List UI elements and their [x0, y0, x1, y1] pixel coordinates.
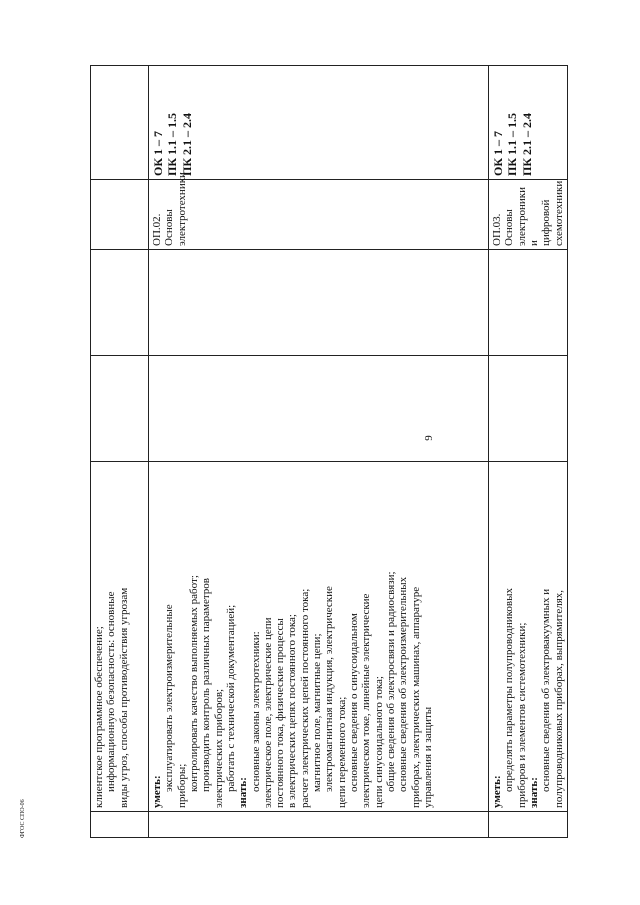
text-line: определять параметры полупроводниковых	[503, 588, 516, 792]
text-line: эксплуатировать электроизмерительные	[163, 604, 176, 792]
text-line: управления и защиты	[421, 706, 434, 808]
competency-code: ОК 1 – 7	[491, 130, 505, 176]
requirements-cell	[91, 462, 149, 812]
discipline-name: электротехники	[175, 172, 188, 246]
discipline-cell	[489, 180, 568, 250]
discipline-name: электроники и	[515, 186, 540, 246]
row-index-cell	[91, 812, 149, 838]
discipline-cell	[149, 172, 489, 250]
text-line: контролировать качество выполняемых работ;	[187, 575, 200, 792]
competency-code: ПК 2.1 – 2.4	[179, 112, 194, 176]
competency-code: ПК 1.1 – 1.5	[165, 112, 180, 176]
umet-label: уметь:	[151, 775, 163, 808]
competency-cell	[91, 66, 149, 180]
discipline-name: ОП.02. Основы	[151, 209, 176, 246]
text-line: электрических приборов;	[212, 688, 225, 808]
text-line: основные законы электротехники:	[249, 631, 262, 792]
text-line: клиентское программное обеспечение;	[93, 626, 105, 808]
hours-cell	[489, 356, 568, 462]
competency-code: ПК 1.1 – 1.5	[505, 112, 520, 176]
table-row	[489, 66, 568, 838]
competency-cell	[489, 66, 568, 180]
text-line: информационную безопасность: основные	[105, 591, 118, 792]
competency-cell	[149, 66, 489, 180]
document-footer: ФГОС СПО-06	[20, 799, 26, 838]
competency-code: ПК 2.1 – 2.4	[519, 112, 534, 176]
discipline-name: схемотехники	[552, 180, 565, 246]
page-number: 9	[422, 435, 435, 441]
text-line: цепи синусоидального тока;	[372, 676, 385, 808]
requirements-cell	[149, 462, 489, 812]
text-line: основные сведения об электровакуумных и	[540, 588, 553, 792]
text-line: постоянного тока, физические процессы	[274, 618, 287, 808]
table-row	[149, 66, 489, 838]
requirements-cell	[489, 462, 568, 812]
text-line: общие сведения об электросвязи и радиосвязи;	[384, 571, 397, 792]
hours-cell	[149, 356, 489, 462]
znat-label: знать:	[527, 777, 540, 808]
text-line: виды угроз, способы противодействия угрозам	[117, 587, 130, 808]
discipline-name: ОП.03. Основы	[491, 209, 516, 246]
text-line: работать с технической документацией;	[224, 604, 237, 792]
text-line: магнитное поле, магнитные цепи;	[311, 633, 324, 792]
text-line: электромагнитная индукция, электрические	[323, 586, 336, 792]
hours-cell	[91, 356, 149, 462]
rotated-table-container	[90, 66, 565, 838]
text-line: полупроводниковых приборах, выпрямителях,	[552, 589, 565, 808]
table-row	[91, 66, 149, 838]
text-line: производить контроль различных параметров	[200, 578, 213, 792]
text-line: приборов и элементов системотехники;	[515, 622, 528, 808]
text-line: расчет электрических цепей постоянного тока;	[298, 588, 311, 808]
discipline-cell	[91, 180, 149, 250]
row-index-cell	[489, 812, 568, 838]
znat-label: знать:	[237, 777, 250, 808]
umet-label: уметь:	[491, 775, 503, 808]
text-line: в электрических цепях постоянного тока;	[286, 614, 299, 808]
text-line: основные сведения об электроизмерительных	[397, 576, 410, 792]
competency-table	[90, 65, 568, 838]
hours-cell	[489, 250, 568, 356]
text-line: цепи переменного тока;	[335, 696, 348, 808]
text-line: приборы;	[175, 763, 188, 808]
text-line: приборах, электрических машинах, аппаратуре	[409, 586, 422, 808]
text-line: основные сведения о синусоидальном	[348, 613, 360, 792]
text-line: электрическое поле, электрические цепи	[261, 617, 274, 808]
hours-cell	[149, 250, 489, 356]
hours-cell	[91, 250, 149, 356]
competency-code: ОК 1 – 7	[151, 130, 165, 176]
discipline-name: цифровой	[540, 199, 553, 246]
row-index-cell	[149, 812, 489, 838]
text-line: электрическом токе, линейные электрические	[360, 593, 373, 808]
